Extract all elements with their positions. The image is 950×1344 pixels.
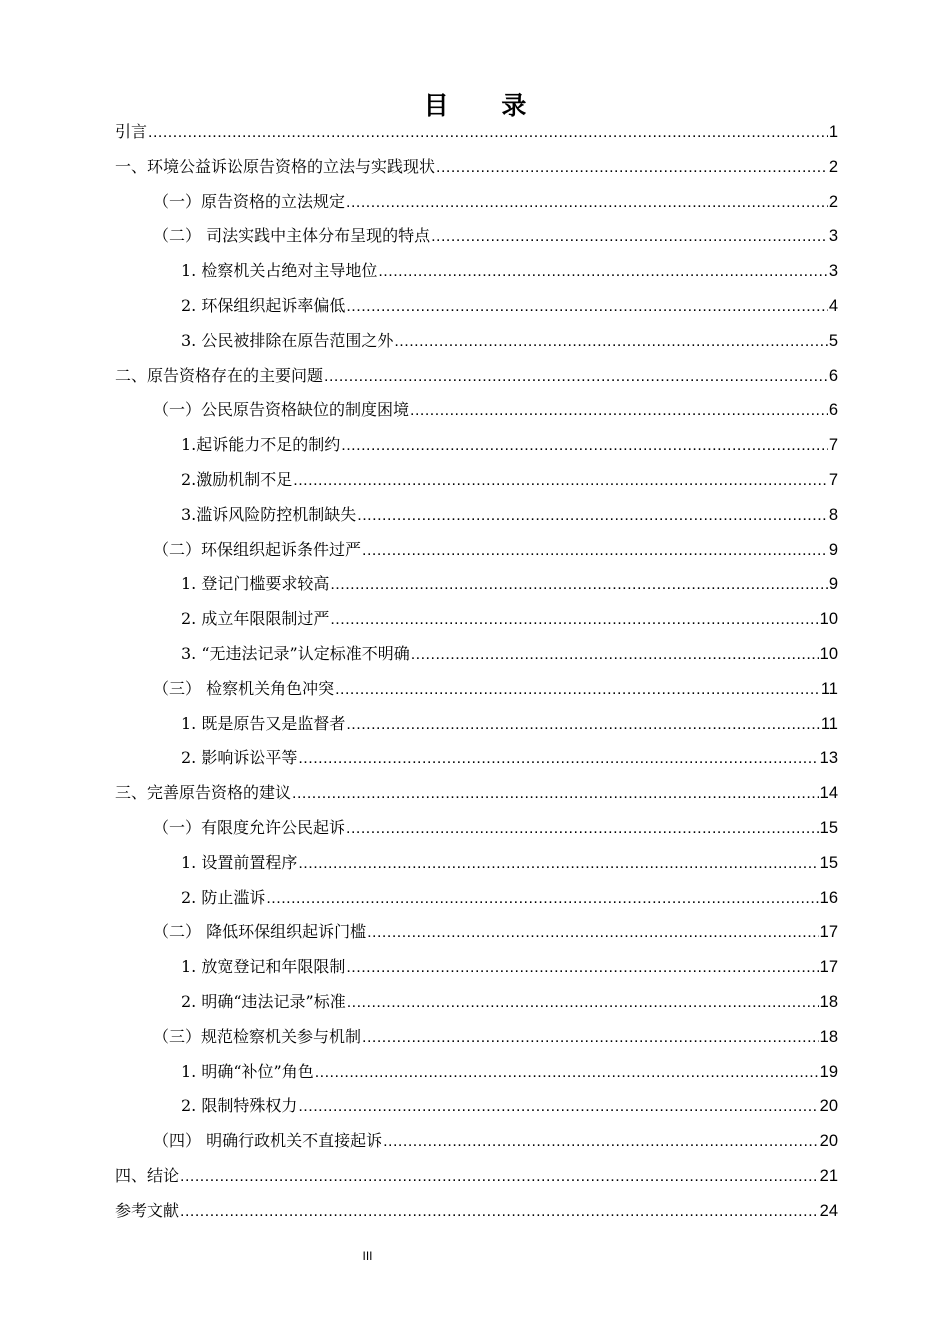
toc-entry-page-number: 8 [828,505,838,524]
toc-entry[interactable] [115,324,838,359]
toc-entry-title: （一）原告资格的立法规定 [153,191,346,211]
toc-entry-page-number: 3 [828,262,838,281]
toc-dot-leader [347,986,819,1021]
toc-entry-page-number: 2 [828,192,838,211]
toc-dot-leader [341,429,828,464]
toc-entry-page-number: 9 [828,575,838,594]
toc-dot-leader [362,1021,819,1056]
toc-list [115,115,838,1229]
toc-entry-title: 1. 登记门槛要求较高 [181,574,330,594]
toc-entry[interactable] [115,1089,838,1124]
toc-entry[interactable] [115,741,838,776]
toc-dot-leader [148,116,828,151]
toc-entry-title: （一）有限度允许公民起诉 [153,817,346,837]
toc-entry-title: 1. 明确“补位”角色 [181,1061,314,1081]
toc-entry-title: 1. 放宽登记和年限限制 [181,957,346,977]
toc-dot-leader [330,603,818,638]
toc-entry-title: 四、结论 [115,1165,180,1185]
toc-entry-title: （三）规范检察机关参与机制 [153,1026,362,1046]
toc-entry[interactable] [115,150,838,185]
toc-entry-page-number: 15 [819,818,838,837]
toc-entry-page-number: 16 [819,888,838,907]
toc-entry-page-number: 6 [828,366,838,385]
toc-entry[interactable] [115,359,838,394]
toc-entry-page-number: 7 [828,436,838,455]
toc-entry-title: 3.滥诉风险防控机制缺失 [181,504,357,524]
toc-entry-page-number: 9 [828,540,838,559]
toc-dot-leader [411,638,819,673]
toc-entry[interactable] [115,1020,838,1055]
toc-entry-title: 1.起诉能力不足的制约 [181,435,341,455]
toc-entry-title: 三、完善原告资格的建议 [115,783,292,803]
toc-entry[interactable] [115,672,838,707]
toc-entry-title: 2. 成立年限限制过严 [181,609,330,629]
toc-entry-title: 3. 公民被排除在原告范围之外 [181,330,394,350]
toc-entry-title: 1. 检察机关占绝对主导地位 [181,261,378,281]
toc-entry-page-number: 13 [819,749,838,768]
page-number: III [362,1249,373,1263]
toc-entry-page-number: 5 [828,331,838,350]
toc-dot-leader [357,499,828,534]
toc-entry-title: （二） 司法实践中主体分布呈现的特点 [153,226,431,246]
toc-entry[interactable] [115,567,838,602]
toc-dot-leader [324,360,828,395]
toc-entry-title: 2. 防止滥诉 [181,887,266,907]
toc-entry-title: 1. 既是原告又是监督者 [181,713,346,733]
toc-entry-title: 参考文献 [115,1200,180,1220]
toc-entry[interactable] [115,881,838,916]
toc-entry-page-number: 18 [819,992,838,1011]
toc-entry[interactable] [115,1055,838,1090]
toc-entry[interactable] [115,533,838,568]
toc-dot-leader [330,568,827,603]
toc-entry-title: 引言 [115,122,148,141]
toc-entry-page-number: 7 [828,470,838,489]
toc-dot-leader [266,882,818,917]
toc-entry[interactable] [115,498,838,533]
toc-dot-leader [378,255,827,290]
toc-entry[interactable] [115,1159,838,1194]
toc-dot-leader [335,673,820,708]
toc-entry-title: 一、环境公益诉讼原告资格的立法与实践现状 [115,156,436,176]
toc-entry[interactable] [115,637,838,672]
toc-dot-leader [436,151,828,186]
toc-dot-leader [315,1056,819,1091]
toc-entry-page-number: 10 [819,610,838,629]
toc-dot-leader [298,847,818,882]
toc-dot-leader [394,325,827,360]
toc-entry-page-number: 11 [820,679,838,698]
toc-entry-page-number: 17 [819,923,838,942]
toc-dot-leader [180,1160,819,1195]
toc-entry-page-number: 2 [828,157,838,176]
toc-entry[interactable] [115,950,838,985]
toc-entry[interactable] [115,289,838,324]
toc-entry-page-number: 20 [819,1132,838,1151]
toc-entry-title: 二、原告资格存在的主要问题 [115,365,324,385]
toc-entry-page-number: 4 [828,296,838,315]
toc-entry[interactable] [115,219,838,254]
toc-entry-page-number: 17 [819,958,838,977]
toc-entry[interactable] [115,811,838,846]
toc-dot-leader [346,186,828,221]
toc-entry-page-number: 10 [819,644,838,663]
toc-entry-page-number: 19 [819,1062,838,1081]
toc-entry-page-number: 18 [819,1027,838,1046]
toc-dot-leader [346,290,827,325]
toc-dot-leader [293,464,828,499]
toc-entry-title: （二） 降低环保组织起诉门槛 [153,922,367,942]
toc-dot-leader [346,951,818,986]
toc-entry-title: 2. 明确“违法记录”标准 [181,991,346,1011]
toc-entry-title: 3. “无违法记录”认定标准不明确 [181,643,410,663]
toc-entry-page-number: 3 [828,227,838,246]
toc-title: 目 录 [423,91,549,120]
toc-entry[interactable] [115,915,838,950]
toc-entry[interactable] [115,707,838,742]
toc-entry[interactable] [115,846,838,881]
toc-entry-page-number: 14 [819,784,838,803]
toc-entry-title: 1. 设置前置程序 [181,852,298,872]
toc-entry[interactable] [115,428,838,463]
toc-entry[interactable] [115,602,838,637]
toc-entry[interactable] [115,185,838,220]
toc-entry-title: 2. 影响诉讼平等 [181,748,298,768]
toc-dot-leader [362,534,828,569]
toc-dot-leader [346,708,820,743]
toc-entry-page-number: 15 [819,853,838,872]
toc-dot-leader [431,220,828,255]
toc-entry-title: （一）公民原告资格缺位的制度困境 [153,400,410,420]
toc-dot-leader [298,1090,818,1125]
toc-dot-leader [410,394,828,429]
toc-entry-page-number: 1 [828,123,838,141]
toc-entry-title: （二）环保组织起诉条件过严 [153,539,362,559]
toc-entry[interactable] [115,985,838,1020]
toc-dot-leader [346,812,819,847]
toc-entry[interactable] [115,463,838,498]
toc-entry[interactable] [115,393,838,428]
toc-entry-title: 2. 限制特殊权力 [181,1096,298,1116]
toc-entry-page-number: 11 [820,714,838,733]
toc-entry-page-number: 24 [819,1201,838,1220]
toc-entry-title: 2. 环保组织起诉率偏低 [181,295,346,315]
toc-dot-leader [298,742,818,777]
toc-dot-leader [367,916,819,951]
toc-entry-page-number: 20 [819,1097,838,1116]
toc-entry[interactable] [115,1194,838,1229]
toc-entry-page-number: 21 [819,1166,838,1185]
toc-entry-title: （三） 检察机关角色冲突 [153,678,335,698]
toc-entry[interactable] [115,776,838,811]
toc-dot-leader [180,1195,819,1230]
toc-entry-title: 2.激励机制不足 [181,469,293,489]
toc-entry[interactable] [115,115,838,150]
toc-entry-title: （四） 明确行政机关不直接起诉 [153,1131,383,1151]
toc-entry[interactable] [115,254,838,289]
toc-dot-leader [292,777,819,812]
toc-entry[interactable] [115,1124,838,1159]
toc-entry-page-number: 6 [828,401,838,420]
toc-dot-leader [383,1125,819,1160]
